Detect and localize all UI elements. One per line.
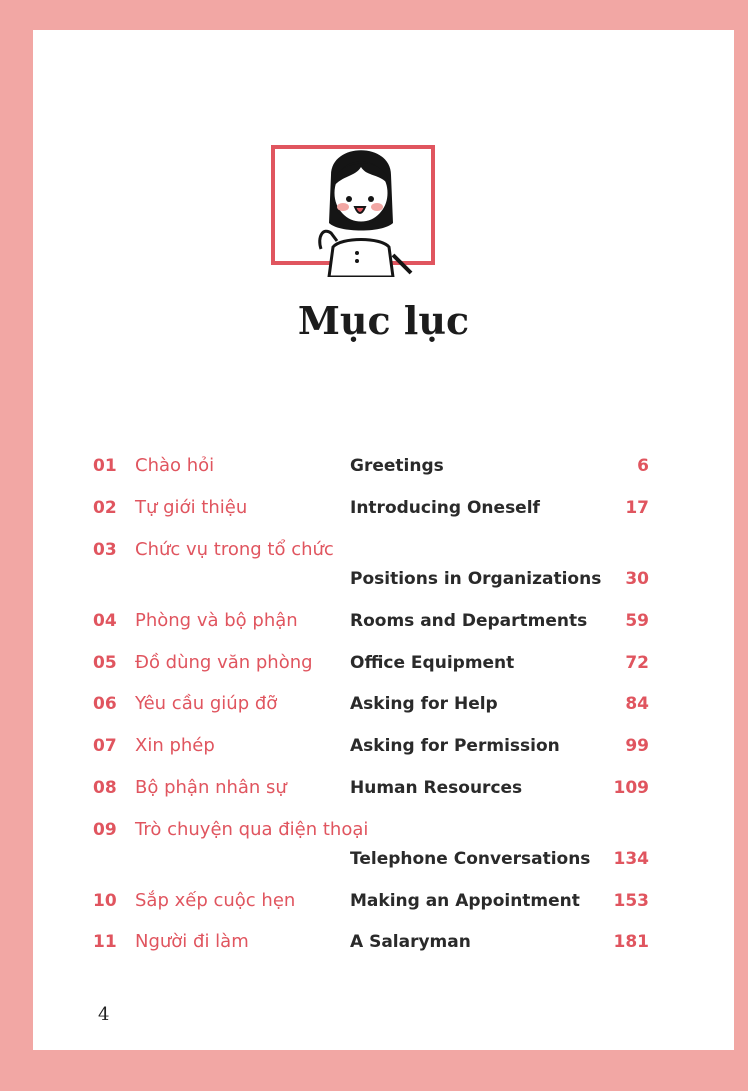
chapter-title-vi: Tự giới thiệu (135, 497, 248, 518)
toc-row[interactable] (33, 536, 734, 564)
chapter-number: 05 (93, 653, 117, 673)
chapter-page: 181 (613, 932, 649, 952)
girl-waving-illustration (271, 137, 437, 277)
toc-row[interactable] (33, 452, 734, 480)
chapter-title-en: Office Equipment (350, 653, 515, 673)
chapter-page: 6 (637, 456, 649, 476)
chapter-title-en: Rooms and Departments (350, 611, 588, 631)
chapter-title-vi: Đồ dùng văn phòng (135, 652, 313, 673)
chapter-title-vi: Bộ phận nhân sự (135, 777, 287, 798)
chapter-page: 84 (625, 694, 649, 714)
chapter-page: 72 (625, 653, 649, 673)
toc-row-continued[interactable] (33, 845, 734, 873)
chapter-number: 09 (93, 820, 117, 840)
chapter-title-en: Asking for Help (350, 694, 498, 714)
table-of-contents (33, 450, 734, 970)
toc-row[interactable] (33, 774, 734, 802)
chapter-title-en: Asking for Permission (350, 736, 560, 756)
chapter-title-vi: Chức vụ trong tổ chức (135, 539, 334, 560)
chapter-title-en: Introducing Oneself (350, 498, 540, 518)
chapter-number: 11 (93, 932, 117, 952)
chapter-number: 04 (93, 611, 117, 631)
toc-row[interactable] (33, 494, 734, 522)
chapter-title-en: Positions in Organizations (350, 569, 602, 589)
chapter-number: 08 (93, 778, 117, 798)
page-title: Mục lục (297, 298, 470, 343)
chapter-title-en: Making an Appointment (350, 891, 580, 911)
chapter-title-vi: Yêu cầu giúp đỡ (135, 693, 278, 714)
toc-row[interactable] (33, 732, 734, 760)
chapter-title-vi: Sắp xếp cuộc hẹn (135, 890, 296, 911)
page-number: 4 (98, 1004, 110, 1025)
chapter-number: 02 (93, 498, 117, 518)
chapter-title-en: Telephone Conversations (350, 849, 591, 869)
toc-row[interactable] (33, 690, 734, 718)
chapter-number: 01 (93, 456, 117, 476)
chapter-title-en: A Salaryman (350, 932, 471, 952)
chapter-title-vi: Chào hỏi (135, 455, 215, 476)
chapter-number: 06 (93, 694, 117, 714)
toc-row[interactable] (33, 649, 734, 677)
toc-row[interactable] (33, 816, 734, 844)
chapter-page: 109 (613, 778, 649, 798)
page (33, 30, 734, 1050)
chapter-page: 153 (613, 891, 649, 911)
chapter-page: 30 (625, 569, 649, 589)
chapter-page: 17 (625, 498, 649, 518)
chapter-title-vi: Xin phép (135, 735, 215, 756)
chapter-number: 07 (93, 736, 117, 756)
chapter-title-en: Human Resources (350, 778, 523, 798)
chapter-title-vi: Trò chuyện qua điện thoại (135, 819, 369, 840)
chapter-page: 59 (625, 611, 649, 631)
chapter-title-vi: Người đi làm (135, 931, 249, 952)
chapter-title-en: Greetings (350, 456, 444, 476)
chapter-title-vi: Phòng và bộ phận (135, 610, 298, 631)
chapter-number: 10 (93, 891, 117, 911)
toc-row[interactable] (33, 607, 734, 635)
chapter-page: 99 (625, 736, 649, 756)
toc-row-continued[interactable] (33, 565, 734, 593)
chapter-page: 134 (613, 849, 649, 869)
chapter-number: 03 (93, 540, 117, 560)
toc-row[interactable] (33, 887, 734, 915)
toc-row[interactable] (33, 928, 734, 956)
